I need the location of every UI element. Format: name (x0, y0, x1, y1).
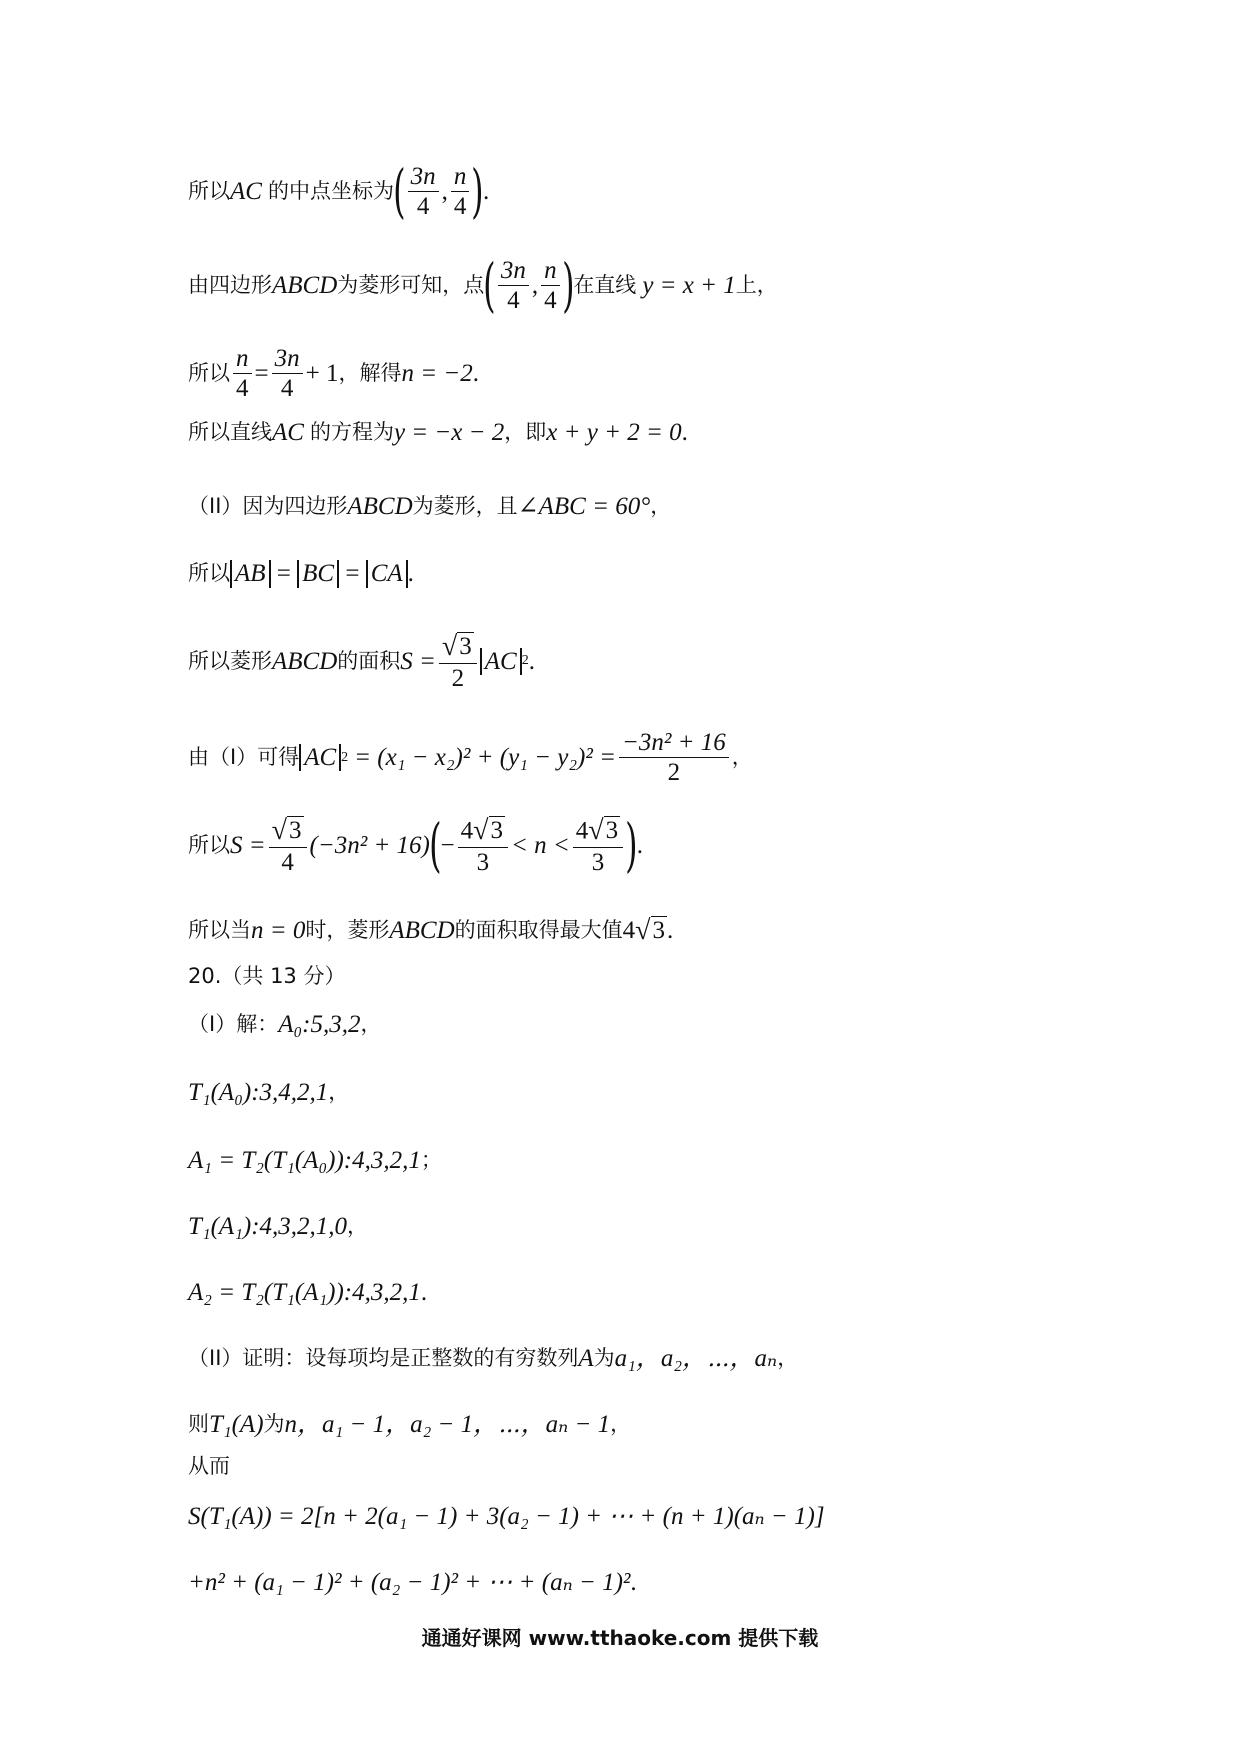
line-part1-solution: （I）解： A₀:5,3,2 ， (188, 1011, 382, 1038)
text: 所以 (188, 178, 230, 203)
math-abcd: ABCD (272, 271, 338, 299)
fraction: $\frac{n}{4}$ (233, 346, 252, 401)
line-part2-intro: （II）因为四边形 ABCD 为菱形，且 ∠ABC = 60° ， (188, 493, 672, 520)
line-t1-a1: T₁(A₁):4,3,2,1,0 ， (188, 1213, 369, 1240)
fraction: 4 √ 3 3 (458, 816, 508, 875)
text: 的面积取得最大值 (454, 917, 623, 942)
paren-open: ( (428, 811, 442, 880)
fraction: √ 3 2 (439, 632, 477, 691)
text: 所以 (188, 361, 230, 385)
text: 的中点坐标为 (267, 178, 394, 203)
line-a1: A₁ = T₂(T₁(A₀)):4,3,2,1 ； (188, 1147, 442, 1174)
line-ac-squared: 由（I）可得 AC 2 = (x₁ − x₂)² + (y₁ − y₂)² = $\frac{\text{−3n² + 16}}{2}$ ， (188, 729, 753, 786)
text: 的方程为 (309, 420, 394, 444)
paren-close: ) (471, 157, 484, 225)
line-solve-n: 所以 $\frac{n}{4}$ = $\frac{3n}{4}$ + 1 ，解得 n = −2 . (188, 345, 479, 402)
math-angle: ∠ABC = 60° (517, 493, 651, 520)
fraction: $\frac{3n}{4}$ (272, 346, 303, 401)
line-rhombus-point: 由四边形 ABCD 为菱形可知，点 ( $\frac{3n}{4}$ , $\frac{n}{4}$ ) 在直线 y = x + 1 上， (188, 251, 778, 319)
text: 为菱形，且 (412, 494, 518, 518)
line-ac-equation: 所以直线 AC 的方程为 y = −x − 2 ，即 x + y + 2 = 0 . (188, 419, 688, 446)
fraction: √ 3 4 (269, 816, 307, 875)
paren-close: ) (625, 811, 638, 880)
line-midpoint: 所以 AC 的中点坐标为 ( $\frac{3n}{4}$ , $\frac{n}{4}$ ) . (188, 157, 490, 225)
question-20-heading: 20.（共 13 分） (188, 964, 346, 988)
text: 所以 (188, 832, 230, 857)
text: 所以当 (188, 917, 251, 942)
math-line-eq: y = x + 1 (642, 271, 736, 299)
line-s-t1-a: S(T₁(A)) = 2[n + 2(a₁ − 1) + 3(a₂ − 1) + ⋯ + (n + 1)(aₙ − 1)] (188, 1503, 825, 1530)
fraction: $\frac{3n}{4}$ (498, 258, 529, 313)
text: 所以菱形 (188, 648, 272, 673)
text: 所以直线 (188, 420, 272, 444)
text: 的面积 (337, 648, 401, 673)
fraction: $\frac{n}{4}$ (451, 164, 470, 219)
fraction: 4 √ 3 3 (573, 816, 623, 875)
line-area-formula: 所以菱形 ABCD 的面积 S = √ 3 2 AC 2 . (188, 630, 535, 692)
math-solution: n = −2 (401, 360, 473, 387)
fraction: $\frac{n}{4}$ (541, 258, 560, 313)
paren-open: ( (393, 157, 406, 225)
text: ，解得 (338, 361, 402, 385)
paren-open: ( (483, 251, 496, 319)
text: 所以 (188, 561, 230, 586)
math-seq: A₀:5,3,2 (278, 1011, 361, 1038)
text: （II）因为四边形 (188, 494, 348, 518)
line-hence: 从而 (188, 1454, 230, 1478)
fraction: $\frac{3n}{4}$ (408, 164, 439, 219)
text: 为菱形可知，点 (337, 272, 485, 297)
fraction: $\frac{\text{−3n² + 16}}{2}$ (619, 730, 729, 785)
text: 由（I）可得 (188, 745, 300, 769)
footer-source: 通通好课网 www.tthaoke.com 提供下载 (421, 1626, 819, 1650)
text: 时，菱形 (305, 917, 390, 942)
line-part2-proof: （II）证明：设每项均是正整数的有穷数列 A 为 a₁，a₂，⋯，aₙ ， (188, 1345, 799, 1372)
line-a2: A₂ = T₂(T₁(A₁)):4,3,2,1 . (188, 1279, 428, 1306)
math-terms: a₁，a₂，⋯，aₙ (614, 1345, 778, 1372)
math-terms: n，a₁ − 1，a₂ − 1，⋯，aₙ − 1 (284, 1411, 611, 1438)
line-t1-a0: T₁(A₀):3,4,2,1 ， (188, 1079, 350, 1106)
line-s-continued: +n² + (a₁ − 1)² + (a₂ − 1)² + ⋯ + (aₙ − 1)² . (188, 1569, 637, 1596)
text: （I）解： (188, 1012, 279, 1036)
math-ac: AC (230, 177, 262, 205)
paren-close: ) (561, 251, 575, 319)
math-eq: x + y + 2 = 0 (546, 419, 682, 446)
math-eq: y = −x − 2 (393, 419, 505, 446)
math-expr: = (x₁ − x₂)² + (y₁ − y₂)² = (354, 744, 616, 771)
line-area-expr: 所以 S = √ 3 4 (−3n² + 16) ( − 4 √ 3 3 < n < 4 √ 3 3 ) . (188, 811, 644, 880)
text: 在直线 (573, 272, 637, 297)
text: 由四边形 (188, 272, 272, 297)
line-max-area: 所以当 n = 0 时，菱形 ABCD 的面积取得最大值 4 √ 3 . (188, 914, 674, 946)
line-equal-sides: 所以 AB = BC = CA . (188, 560, 414, 588)
text: （II）证明：设每项均是正整数的有穷数列 (188, 1346, 579, 1370)
line-t1-a: 则 T₁(A) 为 n，a₁ − 1，a₂ − 1，⋯，aₙ − 1 ， (188, 1411, 632, 1438)
